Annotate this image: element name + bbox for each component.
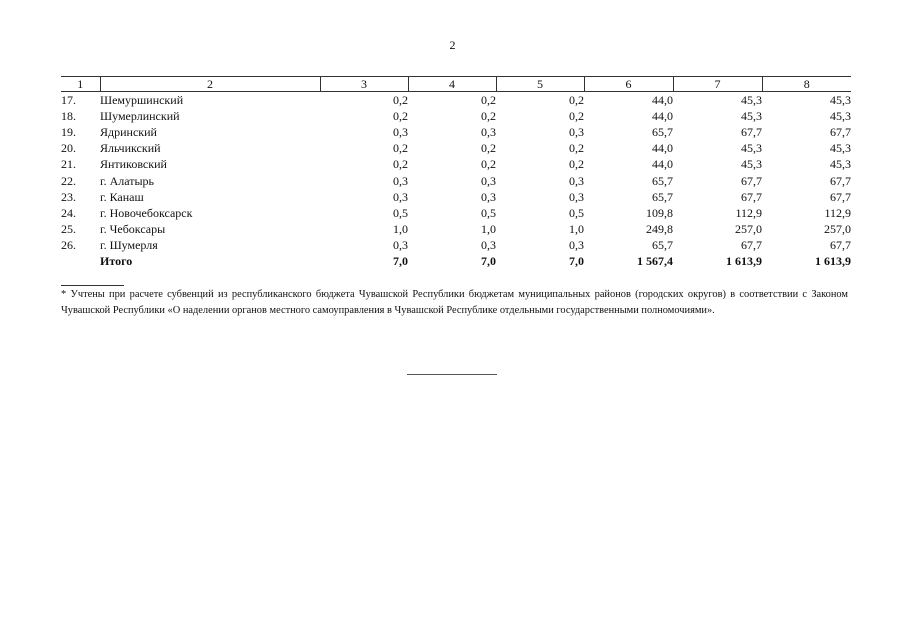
table-row bbox=[61, 156, 851, 172]
column-header: 6 bbox=[584, 77, 673, 92]
cell-value: 0,3 bbox=[481, 125, 496, 140]
cell-value: 0,3 bbox=[393, 173, 408, 188]
row-number: 17. bbox=[61, 93, 76, 108]
cell-value: 109,8 bbox=[646, 205, 673, 220]
cell-value: 0,2 bbox=[569, 109, 584, 124]
total-value: 7,0 bbox=[481, 253, 496, 268]
row-number: 22. bbox=[61, 173, 76, 188]
cell-value: 0,2 bbox=[393, 93, 408, 108]
cell-value: 45,3 bbox=[830, 93, 851, 108]
cell-value: 0,3 bbox=[569, 125, 584, 140]
total-value: 1 567,4 bbox=[637, 253, 673, 268]
table-row bbox=[61, 124, 851, 140]
cell-value: 1,0 bbox=[481, 221, 496, 236]
cell-value: 0,2 bbox=[393, 157, 408, 172]
cell-value: 45,3 bbox=[741, 157, 762, 172]
row-number: 20. bbox=[61, 141, 76, 156]
row-number: 18. bbox=[61, 109, 76, 124]
district-name: г. Алатырь bbox=[100, 173, 155, 188]
cell-value: 44,0 bbox=[652, 141, 673, 156]
cell-value: 0,2 bbox=[569, 141, 584, 156]
total-value: 1 613,9 bbox=[726, 253, 762, 268]
table-row bbox=[61, 221, 851, 237]
cell-value: 112,9 bbox=[735, 205, 762, 220]
cell-value: 0,3 bbox=[569, 173, 584, 188]
cell-value: 67,7 bbox=[830, 237, 851, 252]
district-name: Яльчикский bbox=[100, 141, 161, 156]
cell-value: 45,3 bbox=[830, 141, 851, 156]
district-name: г. Канаш bbox=[100, 189, 144, 204]
subvention-table bbox=[61, 76, 851, 269]
table-row bbox=[61, 237, 851, 253]
district-name: г. Чебоксары bbox=[100, 221, 166, 236]
cell-value: 249,8 bbox=[646, 221, 673, 236]
cell-value: 65,7 bbox=[652, 125, 673, 140]
cell-value: 0,2 bbox=[569, 157, 584, 172]
cell-value: 0,2 bbox=[393, 141, 408, 156]
cell-value: 67,7 bbox=[741, 173, 762, 188]
column-header: 7 bbox=[673, 77, 762, 92]
cell-value: 44,0 bbox=[652, 157, 673, 172]
cell-value: 0,2 bbox=[481, 157, 496, 172]
table-body bbox=[61, 92, 851, 270]
row-number: 19. bbox=[61, 125, 76, 140]
cell-value: 0,5 bbox=[569, 205, 584, 220]
column-header: 3 bbox=[320, 77, 408, 92]
cell-value: 65,7 bbox=[652, 189, 673, 204]
district-name: Ядринский bbox=[100, 125, 157, 140]
table-row bbox=[61, 172, 851, 188]
cell-value: 45,3 bbox=[741, 93, 762, 108]
cell-value: 65,7 bbox=[652, 173, 673, 188]
cell-value: 0,3 bbox=[569, 237, 584, 252]
column-header: 5 bbox=[496, 77, 584, 92]
cell-value: 67,7 bbox=[741, 237, 762, 252]
footnote: * Учтены при расчете субвенций из республиканского бюджета Чувашской Республики бюджетам муниципальных районов (городских округов) в соответствии с Законом Чувашской Республики «О наделении органов местного самоуправления в Чувашской Республике отдельными государственными полномочиями». bbox=[61, 289, 848, 316]
page-number: 2 bbox=[449, 38, 456, 52]
cell-value: 45,3 bbox=[830, 109, 851, 124]
cell-value: 0,2 bbox=[481, 93, 496, 108]
cell-value: 0,5 bbox=[481, 205, 496, 220]
row-number: 25. bbox=[61, 221, 76, 236]
district-name: Янтиковский bbox=[100, 157, 167, 172]
cell-value: 67,7 bbox=[741, 125, 762, 140]
row-number: 21. bbox=[61, 157, 76, 172]
header-row bbox=[61, 77, 851, 92]
cell-value: 1,0 bbox=[569, 221, 584, 236]
cell-value: 0,3 bbox=[393, 237, 408, 252]
cell-value: 0,5 bbox=[393, 205, 408, 220]
district-name: г. Новочебоксарск bbox=[100, 205, 193, 220]
cell-value: 45,3 bbox=[830, 157, 851, 172]
cell-value: 0,3 bbox=[481, 173, 496, 188]
table-row bbox=[61, 108, 851, 124]
cell-value: 67,7 bbox=[741, 189, 762, 204]
total-label: Итого bbox=[100, 253, 133, 268]
cell-value: 44,0 bbox=[652, 109, 673, 124]
cell-value: 0,3 bbox=[481, 189, 496, 204]
row-number: 26. bbox=[61, 237, 76, 252]
district-name: Шумерлинский bbox=[100, 109, 180, 124]
cell-value: 1,0 bbox=[393, 221, 408, 236]
cell-value: 112,9 bbox=[824, 205, 851, 220]
column-header: 4 bbox=[408, 77, 496, 92]
total-value: 1 613,9 bbox=[815, 253, 851, 268]
total-value: 7,0 bbox=[569, 253, 584, 268]
total-row bbox=[61, 253, 851, 269]
table-row bbox=[61, 92, 851, 109]
cell-value: 257,0 bbox=[824, 221, 851, 236]
column-header: 1 bbox=[61, 77, 100, 92]
cell-value: 0,2 bbox=[569, 93, 584, 108]
cell-value: 45,3 bbox=[741, 109, 762, 124]
end-of-page-line bbox=[407, 374, 497, 375]
cell-value: 65,7 bbox=[652, 237, 673, 252]
cell-value: 257,0 bbox=[735, 221, 762, 236]
cell-value: 0,2 bbox=[393, 109, 408, 124]
cell-value: 67,7 bbox=[830, 125, 851, 140]
cell-value: 67,7 bbox=[830, 189, 851, 204]
total-value: 7,0 bbox=[393, 253, 408, 268]
footnote-separator bbox=[61, 285, 124, 286]
cell-value: 0,2 bbox=[481, 109, 496, 124]
district-name: Шемуршинский bbox=[100, 93, 184, 108]
cell-value: 0,3 bbox=[393, 189, 408, 204]
table-row bbox=[61, 205, 851, 221]
column-header: 8 bbox=[762, 77, 851, 92]
table-row bbox=[61, 140, 851, 156]
district-name: г. Шумерля bbox=[100, 237, 158, 252]
cell-value: 45,3 bbox=[741, 141, 762, 156]
row-number: 24. bbox=[61, 205, 76, 220]
row-number: 23. bbox=[61, 189, 76, 204]
cell-value: 0,3 bbox=[481, 237, 496, 252]
cell-value: 0,3 bbox=[569, 189, 584, 204]
cell-value: 67,7 bbox=[830, 173, 851, 188]
column-header: 2 bbox=[100, 77, 320, 92]
table-header bbox=[61, 77, 851, 92]
cell-value: 0,2 bbox=[481, 141, 496, 156]
row-number bbox=[61, 253, 100, 269]
cell-value: 0,3 bbox=[393, 125, 408, 140]
cell-value: 44,0 bbox=[652, 93, 673, 108]
table-row bbox=[61, 189, 851, 205]
